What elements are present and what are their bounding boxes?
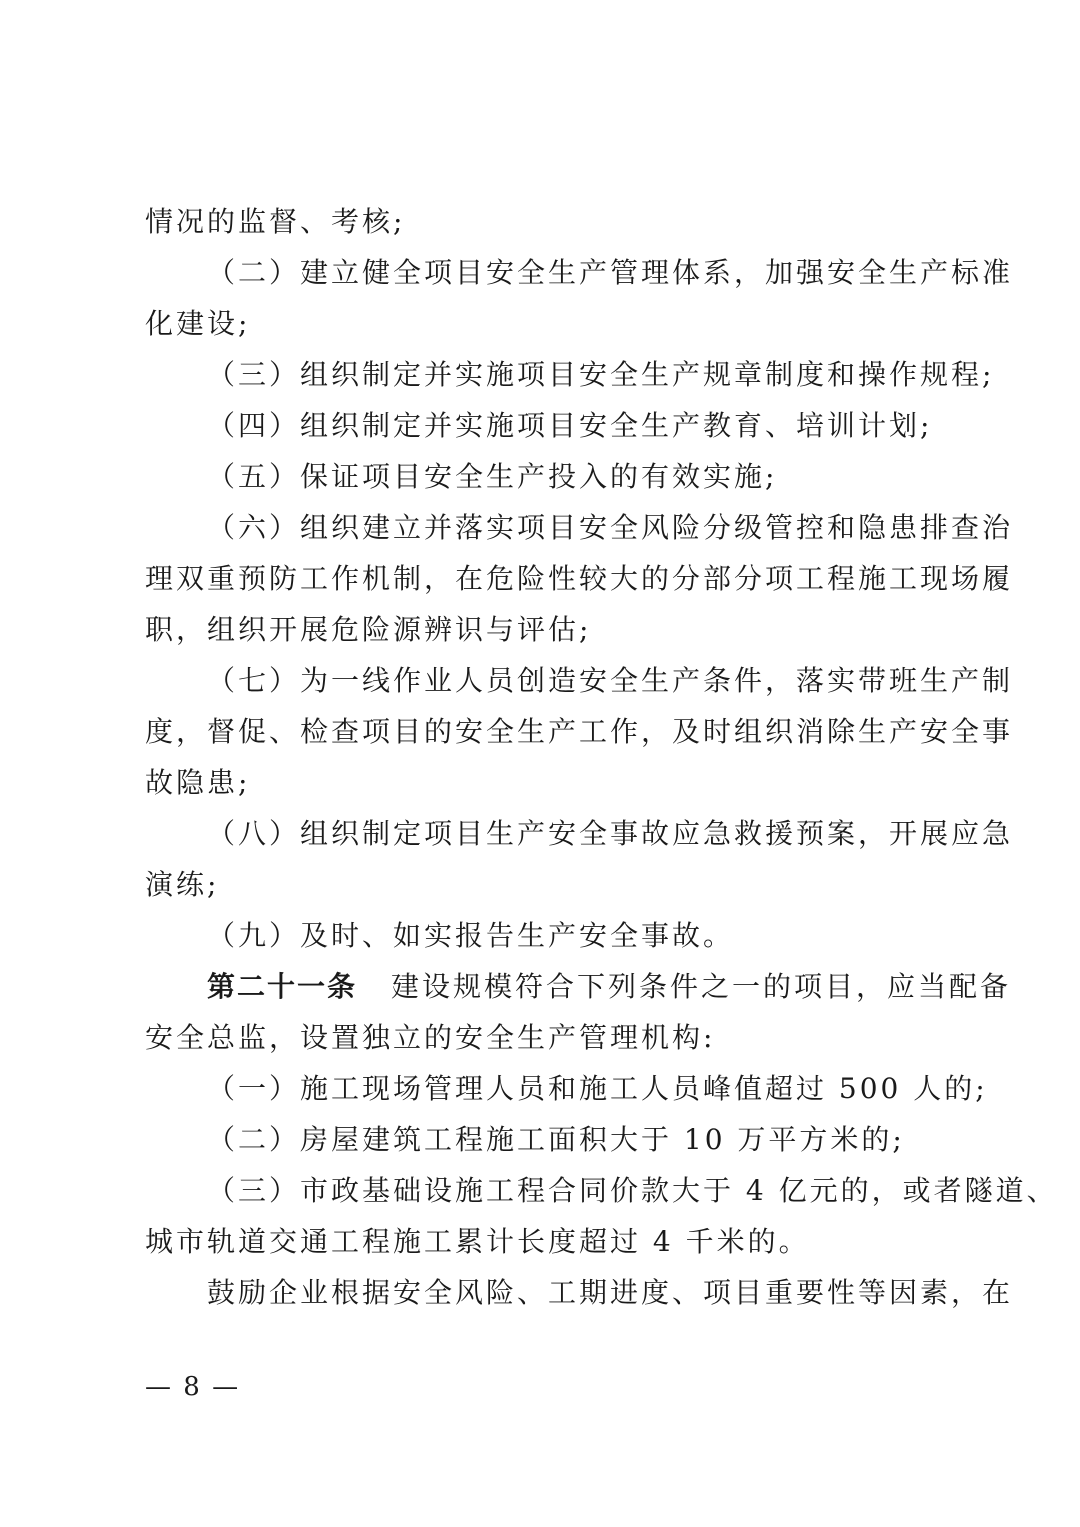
text-line: （二）房屋建筑工程施工面积大于 10 万平方米的; [207, 1123, 905, 1156]
article-21-line [145, 961, 1012, 1012]
text-line: （一）施工现场管理人员和施工人员峰值超过 500 人的; [207, 1072, 988, 1105]
text-line: 职，组织开展危险源辨识与评估; [145, 613, 592, 646]
text-line: 理双重预防工作机制，在危险性较大的分部分项工程施工现场履 [145, 562, 1014, 595]
article-first-line: 建设规模符合下列条件之一的项目，应当配备 [391, 970, 1012, 1003]
article-heading: 第二十一条 [207, 970, 358, 1003]
text-line: （二）建立健全项目安全生产管理体系，加强安全生产标准 [207, 256, 1014, 289]
lines-after [145, 1012, 1058, 1318]
document-body [145, 196, 1058, 1318]
text-line: 演练; [145, 868, 220, 901]
text-line: 故隐患; [145, 766, 251, 799]
text-line: （八）组织制定项目生产安全事故应急救援预案，开展应急 [207, 817, 1014, 850]
text-line: 鼓励企业根据安全风险、工期进度、项目重要性等因素，在 [207, 1276, 1014, 1309]
text-line: （四）组织制定并实施项目安全生产教育、培训计划; [207, 409, 933, 442]
text-line: 城市轨道交通工程施工累计长度超过 4 千米的。 [145, 1225, 810, 1258]
text-line: （六）组织建立并落实项目安全风险分级管控和隐患排查治 [207, 511, 1014, 544]
text-line: 度，督促、检查项目的安全生产工作，及时组织消除生产安全事 [145, 715, 1014, 748]
text-line: （七）为一线作业人员创造安全生产条件，落实带班生产制 [207, 664, 1014, 697]
text-line: （五）保证项目安全生产投入的有效实施; [207, 460, 778, 493]
text-line: （三）组织制定并实施项目安全生产规章制度和操作规程; [207, 358, 995, 391]
text-line: 情况的监督、考核; [145, 205, 406, 238]
text-line: 化建设; [145, 307, 251, 340]
text-line: （三）市政基础设施工程合同价款大于 4 亿元的，或者隧道、 [207, 1174, 1058, 1207]
text-line: （九）及时、如实报告生产安全事故。 [207, 919, 735, 952]
text-line: 安全总监，设置独立的安全生产管理机构: [145, 1021, 716, 1054]
lines-before [145, 196, 1014, 961]
page-number: — 8 — [145, 1372, 241, 1402]
